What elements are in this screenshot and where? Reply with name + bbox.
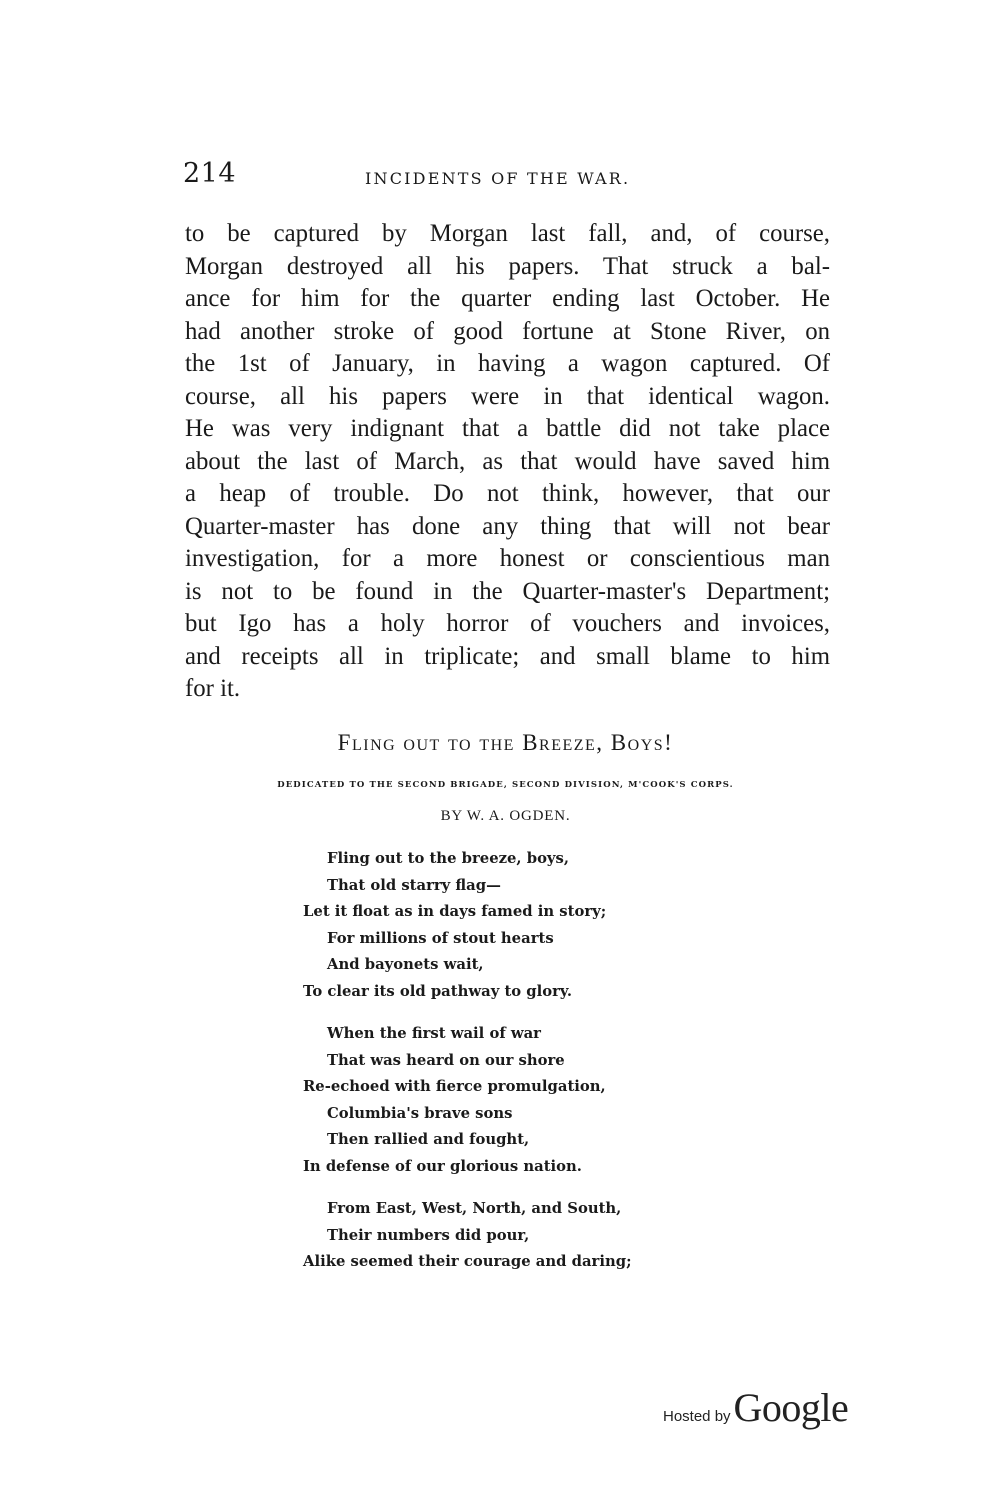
body-line: a heap of trouble. Do not think, however, that our — [185, 480, 830, 507]
poem-line: That old starry flag— — [327, 876, 501, 894]
body-line: ance for him for the quarter ending last October. He — [185, 285, 830, 312]
poem-line: That was heard on our shore — [327, 1051, 565, 1069]
body-line: Morgan destroyed all his papers. That struck a bal- — [185, 252, 830, 280]
poem-line: Re-echoed with fierce promulgation, — [303, 1078, 606, 1095]
google-logo: Google — [733, 1385, 849, 1430]
body-paragraph — [185, 218, 830, 706]
hosted-by-label: Hosted by — [663, 1408, 731, 1425]
poem-line: To clear its old pathway to glory. — [303, 982, 572, 1000]
body-line: and receipts all in triplicate; and small blame to him — [185, 642, 830, 670]
body-line: for it. — [185, 675, 241, 702]
running-head: INCIDENTS OF THE WAR. — [365, 169, 631, 188]
poem-line: And bayonets wait, — [327, 956, 484, 973]
poem-title: Fling out to the Breeze, Boys! — [337, 730, 674, 755]
poem-line: Their numbers did pour, — [327, 1226, 530, 1244]
body-line: but Igo has a holy horror of vouchers and invoices, — [185, 610, 830, 637]
body-line: had another stroke of good fortune at Stone River, on — [185, 317, 830, 345]
page-number: 214 — [183, 158, 237, 189]
hosted-by-watermark — [663, 1384, 848, 1431]
poem-byline: BY W. A. OGDEN. — [440, 808, 571, 824]
poem-line: Alike seemed their courage and daring; — [303, 1253, 632, 1270]
poem-body — [303, 846, 723, 1292]
poem-line: In defense of our glorious nation. — [303, 1157, 582, 1175]
poem-line: Columbia's brave sons — [327, 1104, 513, 1122]
body-line: is not to be found in the Quarter-master's Department; — [185, 577, 830, 605]
poem-stanza — [303, 1196, 723, 1276]
body-line: Quarter-master has done any thing that will not bear — [185, 512, 830, 540]
poem-stanza — [303, 1021, 723, 1180]
poem-line: Fling out to the breeze, boys, — [327, 850, 570, 867]
poem-line: Then rallied and fought, — [327, 1131, 530, 1148]
body-line: He was very indignant that a battle did not take place — [185, 415, 830, 442]
poem-line: When the first wail of war — [327, 1025, 541, 1042]
body-line: course, all his papers were in that identical wagon. — [185, 382, 830, 410]
poem-line: Let it float as in days famed in story; — [303, 903, 607, 920]
body-line: the 1st of January, in having a wagon captured. Of — [185, 350, 830, 377]
body-line: to be captured by Morgan last fall, and, of course, — [185, 220, 830, 247]
poem-line: From East, West, North, and South, — [327, 1200, 622, 1217]
body-line: about the last of March, as that would have saved him — [185, 447, 830, 475]
poem-stanza — [303, 846, 723, 1005]
poem-dedication: DEDICATED TO THE SECOND BRIGADE, SECOND DIVISION, M'COOK'S CORPS. — [277, 780, 734, 790]
body-line: investigation, for a more honest or conscientious man — [185, 545, 830, 572]
poem-line: For millions of stout hearts — [327, 929, 554, 947]
page-header — [183, 158, 828, 198]
